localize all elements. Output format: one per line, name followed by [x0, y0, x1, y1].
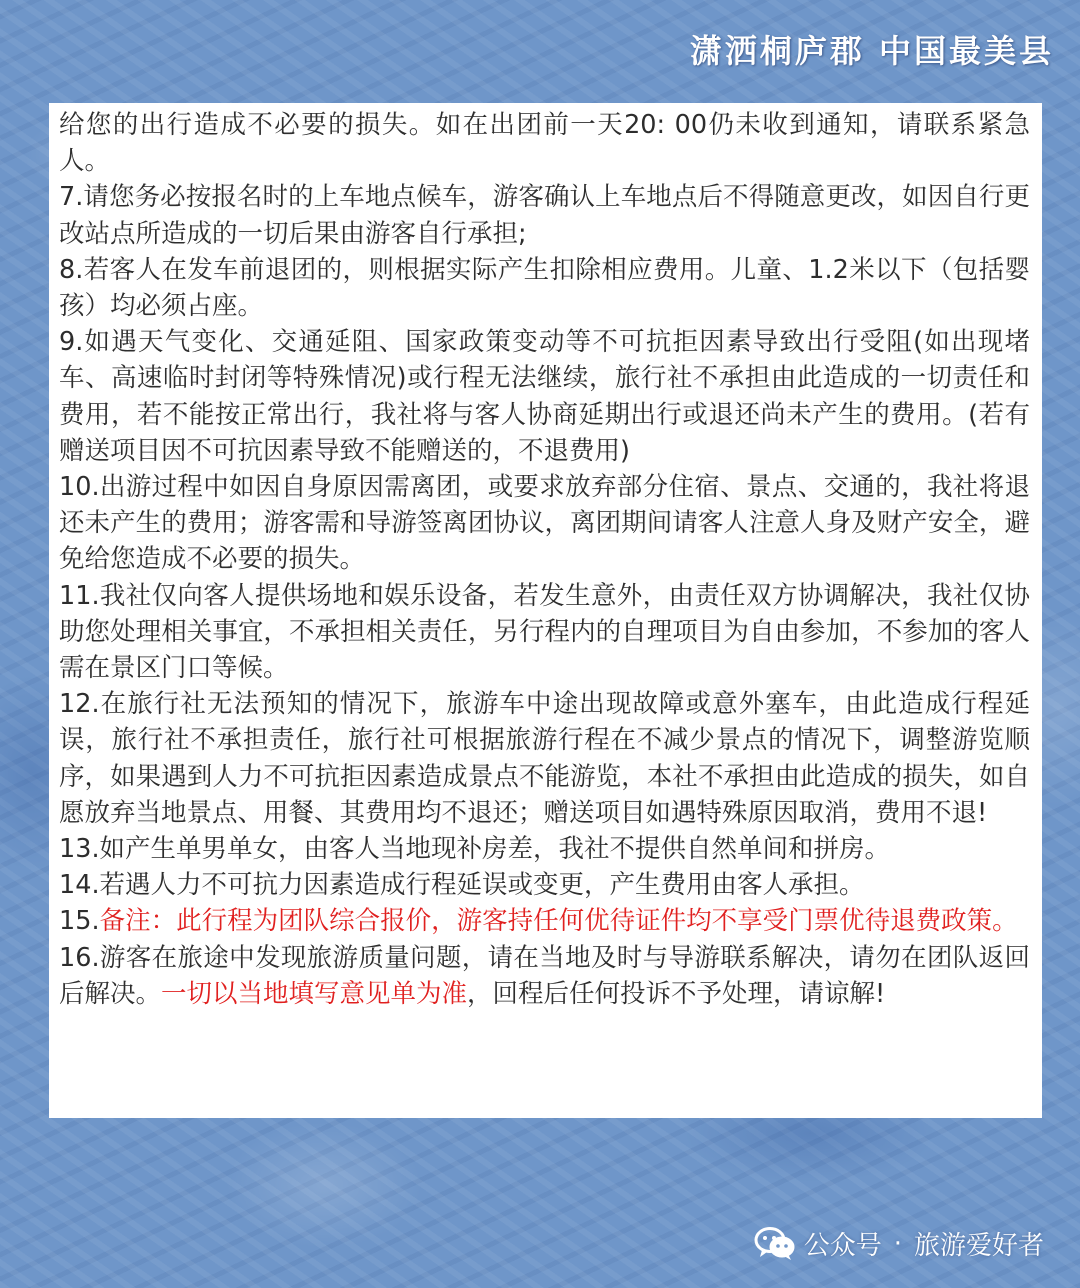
- watermark: [754, 1225, 1044, 1262]
- wechat-icon: [754, 1226, 796, 1262]
- clause-13: 13.如产生单男单女，由客人当地现补房差，我社不提供自然单间和拼房。: [59, 834, 891, 865]
- clause-12: 12.在旅行社无法预知的情况下，旅游车中途出现故障或意外塞车，由此造成行程延误，旅行社不承担责任，旅行社可根据旅游行程在不减少景点的情况下，调整游览顺序，如果遇到人力不可抗拒因素造成景点不能游览，本社不承担由此造成的损失，如自愿放弃当地景点、用餐、其费用均不退还；赠送项目如遇特殊原因取消，费用不退!: [59, 689, 1030, 828]
- clause-16-end: ，回程后任何投诉不予处理，请谅解!: [467, 978, 886, 1009]
- clause-15: [59, 903, 1030, 939]
- watermark-separator: ·: [893, 1228, 902, 1259]
- watermark-account-name: 旅游爱好者: [913, 1231, 1044, 1261]
- clause-10: 10.出游过程中如因自身原因需离团，或要求放弃部分住宿、景点、交通的，我社将退还未产生的费用；游客需和导游签离团协议，离团期间请客人注意人身及财产安全，避免给您造成不必要的损失。: [59, 472, 1030, 575]
- clause-16: [59, 940, 1030, 1012]
- watermark-account-label: 公众号: [803, 1231, 882, 1261]
- clause-7: 7.请您务必按报名时的上车地点候车，游客确认上车地点后不得随意更改，如因自行更改站点所造成的一切后果由游客自行承担;: [59, 182, 1030, 249]
- clause-15-note: 备注：此行程为团队综合报价，游客持任何优待证件均不享受门票优待退费政策。: [99, 906, 1018, 937]
- clause-11: 11.我社仅向客人提供场地和娱乐设备，若发生意外，由责任双方协调解决，我社仅协助您处理相关事宜，不承担相关责任，另行程内的自理项目为自由参加，不参加的客人需在景区门口等候。: [59, 580, 1030, 684]
- clause-intro: 给您的出行造成不必要的损失。如在出团前一天20: 00仍未收到通知，请联系紧急人。: [59, 110, 1030, 177]
- notice-panel: [49, 103, 1042, 1118]
- clause-9: 9.如遇天气变化、交通延阻、国家政策变动等不可抗拒因素导致出行受阻(如出现堵车、高速临时封闭等特殊情况)或行程无法继续，旅行社不承担由此造成的一切责任和费用，若不能按正常出行，我社将与客人协商延期出行或退还尚未产生的费用。(若有赠送项目因不可抗因素导致不能赠送的，不退费用): [59, 327, 1030, 466]
- clause-16-highlight: 一切以当地填写意见单为准: [161, 978, 468, 1009]
- clause-8: 8.若客人在发车前退团的，则根据实际产生扣除相应费用。儿童、1.2米以下（包括婴孩）均必须占座。: [59, 254, 1030, 322]
- page-slogan: 潇洒桐庐郡 中国最美县: [689, 32, 1054, 70]
- clause-16-start: 16.游客在旅途中发现旅游质量问题，请在当地及时与导游联系解决，请勿在团队返回后解决。: [59, 942, 1030, 1009]
- clause-15-number: 15.: [59, 906, 100, 937]
- clause-14: 14.若遇人力不可抗力因素造成行程延误或变更，产生费用由客人承担。: [59, 870, 865, 901]
